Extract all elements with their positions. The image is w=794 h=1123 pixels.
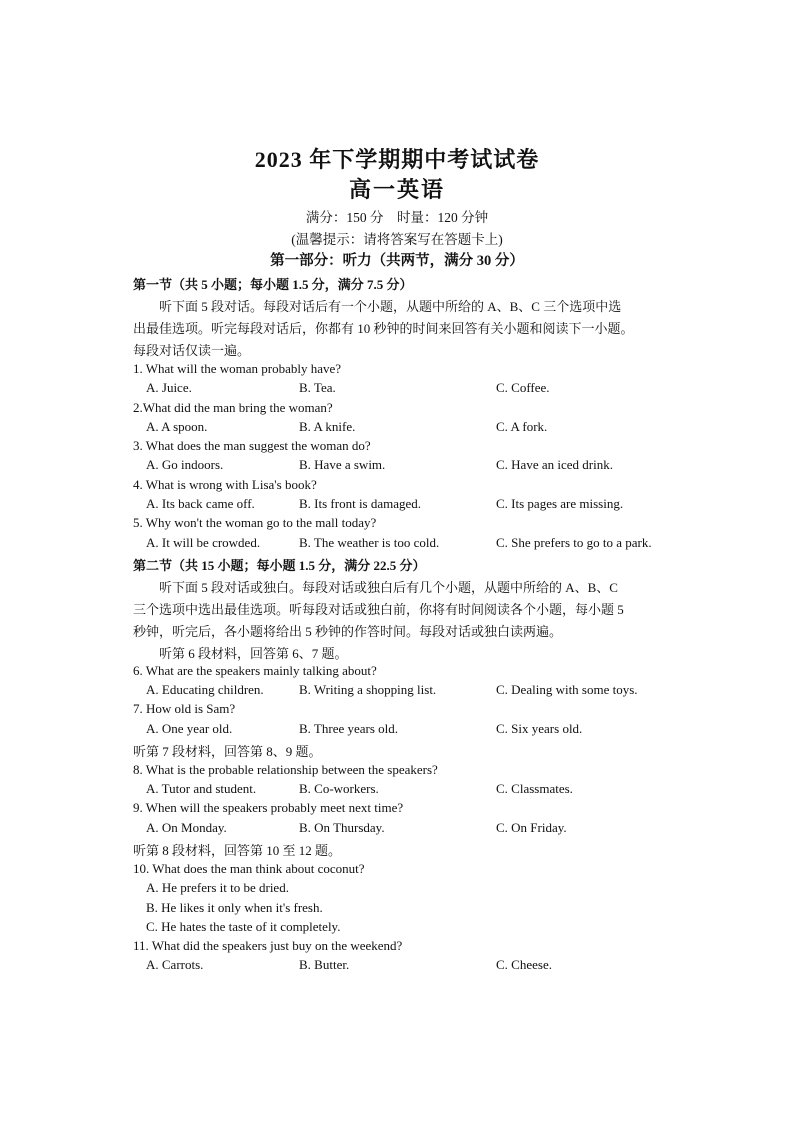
section1-instruction-line: 听下面 5 段对话。每段对话后有一个小题，从题中所给的 A、B、C 三个选项中选 (133, 299, 622, 314)
exam-title: 2023 年下学期期中考试试卷 (254, 147, 540, 172)
option-b: B. Co-workers. (299, 781, 379, 796)
option-a: A. Educating children. (146, 682, 264, 697)
material-7-note: 听第 7 段材料，回答第 8、9 题。 (133, 744, 322, 759)
option-b: B. Butter. (299, 957, 350, 972)
option-c: C. Coffee. (496, 380, 550, 395)
section2-instruction-line: 秒钟，听完后，各小题将给出 5 秒钟的作答时间。每段对话或独白读两遍。 (133, 624, 563, 639)
part1-heading: 第一部分：听力（共两节，满分 30 分） (270, 253, 524, 269)
option-b: B. He likes it only when it's fresh. (146, 900, 323, 915)
question-11: 11. What did the speakers just buy on the weekend? (133, 938, 403, 953)
option-b: B. The weather is too cold. (299, 535, 440, 550)
option-b: B. Tea. (299, 380, 336, 395)
option-a: A. Carrots. (146, 957, 204, 972)
section2-instruction-line: 听下面 5 段对话或独白。每段对话或独白后有几个小题，从题中所给的 A、B、C (133, 580, 618, 595)
option-a: A. One year old. (146, 721, 233, 736)
option-a: A. Its back came off. (146, 496, 255, 511)
question-1: 1. What will the woman probably have? (133, 361, 342, 376)
option-b: B. Three years old. (299, 721, 399, 736)
option-c: C. He hates the taste of it completely. (146, 919, 341, 934)
question-9: 9. When will the speakers probably meet next time? (133, 800, 404, 815)
option-a: A. It will be crowded. (146, 535, 261, 550)
option-b: B. A knife. (299, 419, 356, 434)
option-c: C. Its pages are missing. (496, 496, 624, 511)
question-8: 8. What is the probable relationship between the speakers? (133, 762, 438, 777)
section1-instruction-line: 出最佳选项。听完每段对话后，你都有 10 秒钟的时间来回答有关小题和阅读下一小题。 (133, 321, 634, 336)
question-4: 4. What is wrong with Lisa's book? (133, 477, 317, 492)
option-c: C. She prefers to go to a park. (496, 535, 652, 550)
option-a: A. Tutor and student. (146, 781, 257, 796)
material-8-note: 听第 8 段材料，回答第 10 至 12 题。 (133, 843, 342, 858)
section1-instruction-line: 每段对话仅读一遍。 (133, 343, 251, 358)
option-c: C. Dealing with some toys. (496, 682, 638, 697)
option-b: B. Writing a shopping list. (299, 682, 437, 697)
question-3: 3. What does the man suggest the woman do? (133, 438, 371, 453)
question-7: 7. How old is Sam? (133, 701, 236, 716)
option-c: C. On Friday. (496, 820, 567, 835)
option-c: C. Cheese. (496, 957, 552, 972)
score-time: 满分：150 分 时量：120 分钟 (305, 210, 489, 225)
option-a: A. Juice. (146, 380, 192, 395)
option-c: C. A fork. (496, 419, 548, 434)
subject-title: 高一英语 (348, 177, 445, 202)
section2-instruction-line: 三个选项中选出最佳选项。听每段对话或独白前，你将有时间阅读各个小题，每小题 5 (133, 602, 624, 617)
option-c: C. Classmates. (496, 781, 573, 796)
section1-heading: 第一节（共 5 小题；每小题 1.5 分，满分 7.5 分） (133, 277, 413, 292)
option-a: A. He prefers it to be dried. (146, 880, 289, 895)
option-a: A. Go indoors. (146, 457, 224, 472)
option-b: B. Its front is damaged. (299, 496, 422, 511)
material-6-note: 听第 6 段材料，回答第 6、7 题。 (133, 646, 348, 661)
question-2: 2.What did the man bring the woman? (133, 400, 333, 415)
tip-text: (温馨提示：请将答案写在答题卡上) (291, 232, 503, 247)
option-b: B. On Thursday. (299, 820, 385, 835)
question-5: 5. Why won't the woman go to the mall today? (133, 515, 377, 530)
option-a: A. On Monday. (146, 820, 227, 835)
option-a: A. A spoon. (146, 419, 208, 434)
question-10: 10. What does the man think about coconut? (133, 861, 365, 876)
section2-heading: 第二节（共 15 小题；每小题 1.5 分，满分 22.5 分） (133, 558, 426, 573)
option-b: B. Have a swim. (299, 457, 386, 472)
question-6: 6. What are the speakers mainly talking about? (133, 663, 377, 678)
option-c: C. Have an iced drink. (496, 457, 613, 472)
option-c: C. Six years old. (496, 721, 583, 736)
